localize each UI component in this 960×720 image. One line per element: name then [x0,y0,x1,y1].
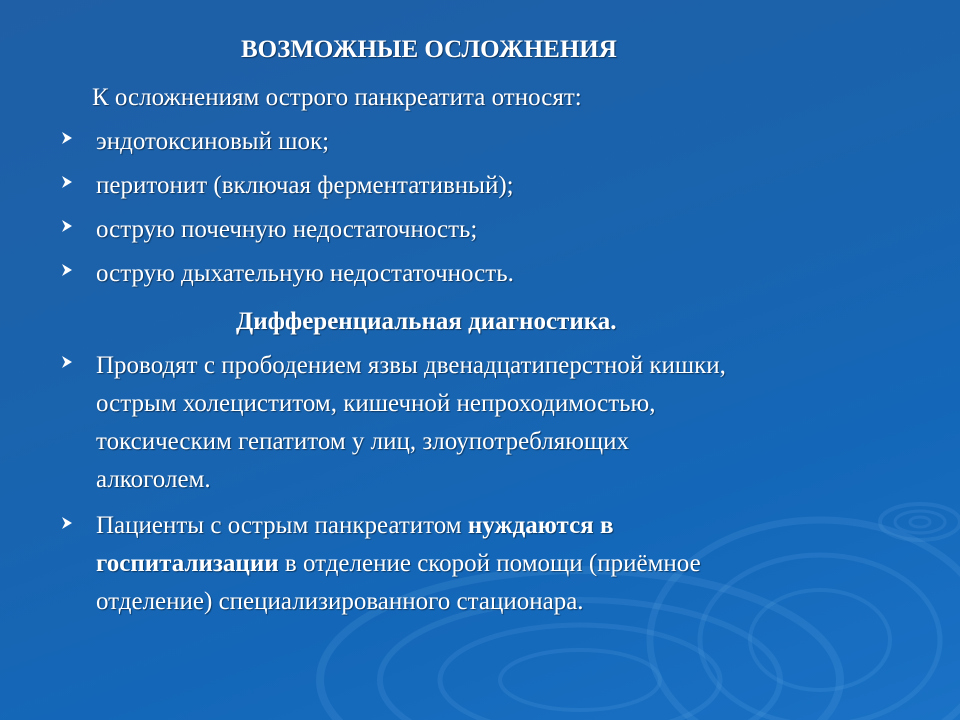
complication-item: перитонит (включая ферментативный); [96,172,514,199]
diff-text-line: токсическим гепатитом у лиц, злоупотребляющих [96,428,630,455]
chevron-arrow-icon [60,175,74,189]
hospitalization-line-3: отделение) специализированного стационара. [96,588,584,615]
chevron-arrow-icon [60,131,74,145]
hospitalization-line-1 [96,508,613,544]
diff-text-line: острым холециститом, кишечной непроходимостью, [96,390,656,417]
diff-diagnosis-title: Дифференциальная диагностика. [236,308,617,335]
hospitalization-line-2 [96,546,701,582]
slide-title: ВОЗМОЖНЫЕ ОСЛОЖНЕНИЯ [241,36,617,63]
diff-text-line: алкоголем. [96,466,211,493]
hosp-text: в отделение скорой помощи (приёмное [278,550,701,577]
hosp-emphasis: нуждаются в [467,512,614,539]
chevron-arrow-icon [60,263,74,277]
chevron-arrow-icon [60,516,74,530]
complication-item: острую дыхательную недостаточность. [96,260,514,287]
complication-item: острую почечную недостаточность; [96,216,478,243]
hosp-text: Пациенты с острым панкреатитом [96,512,468,539]
chevron-arrow-icon [60,355,74,369]
intro-text: К осложнениям острого панкреатита относят: [92,84,582,111]
chevron-arrow-icon [60,219,74,233]
complication-item: эндотоксиновый шок; [96,128,330,155]
diff-text-line: Проводят с прободением язвы двенадцатиперстной кишки, [96,352,726,379]
hosp-emphasis: госпитализации [96,550,279,577]
